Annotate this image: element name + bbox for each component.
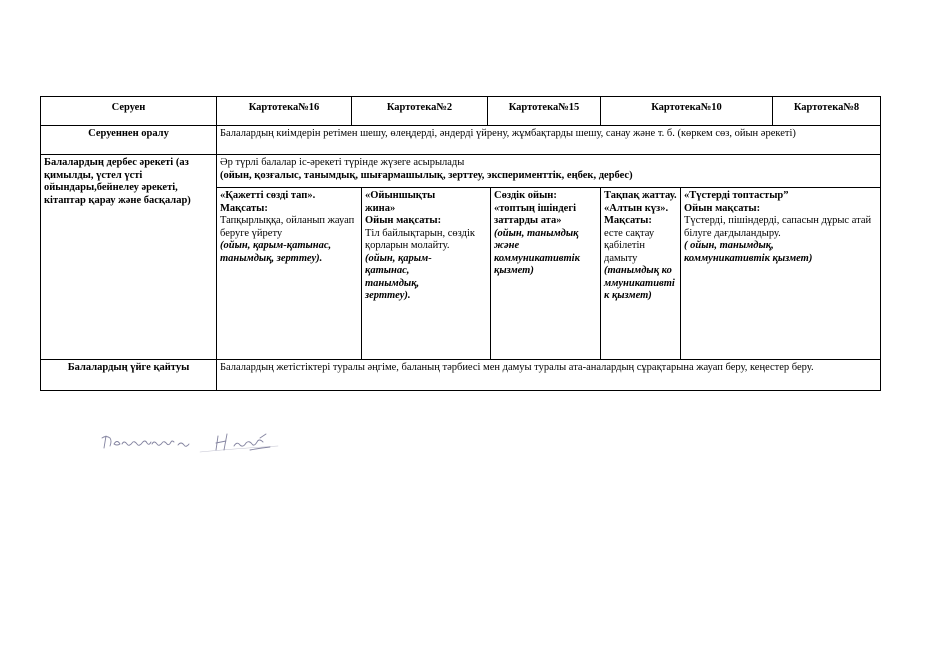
home-label: Балалардың үйге қайтуы: [67, 362, 190, 373]
card-title: «Ойыншықты жина»: [365, 190, 436, 214]
signature-stamp: [100, 428, 280, 456]
home-text: Балалардың жетістіктері туралы әңгіме, баланың тәрбиесі мен дамуы туралы ата-аналардың сұрақтарына жауап беру, кеңестер беру.: [220, 362, 814, 373]
table-rule-header: [40, 125, 881, 126]
table-rule-intro: [216, 187, 881, 188]
header-cell-card-16: Картотека№16: [248, 102, 320, 113]
card-activity-types: (танымдық коммуникативтік қызмет): [604, 265, 675, 301]
return-text: Балалардың киімдерін ретімен шешу, өлеңдерді, әндерді үйрену, жұмбақтарды шешу, санау және т. б. (көркем сөз, ойын әрекеті): [220, 128, 796, 139]
return-label: Серуеннен оралу: [88, 128, 169, 139]
card-cell-2: [362, 189, 490, 359]
card-title: «Қажетті сөзді тап».: [220, 190, 316, 201]
card-goal-label: Мақсаты:: [604, 215, 652, 226]
card-activity-types: (ойын, қарым-қатынас, танымдық, зерттеу).: [365, 252, 432, 301]
card-cell-3: [491, 189, 600, 359]
card-title: Сөздік ойын: «топтың ішіндегі заттарды ата»: [494, 190, 577, 226]
card-cell-1: [217, 189, 361, 359]
card-activity-types: (ойын, танымдық және коммуникативтік қызмет): [494, 227, 580, 276]
card-goal-text: Тапқырлыққа, ойланып жауап беруге үйрету: [220, 215, 355, 239]
independent-intro-text: Әр түрлі балалар іс-әрекеті түрінде жүзеге асырылады: [220, 157, 465, 168]
header-cell-card-8: Картотека№8: [793, 102, 860, 113]
table-border-bottom: [40, 390, 881, 391]
card-activity-types: (ойын, қарым-қатынас, танымдық, зерттеу).: [220, 240, 332, 264]
card-goal-label: Ойын мақсаты:: [365, 215, 442, 226]
card-goal-text: есте сақтау қабілетін дамыту: [604, 227, 655, 264]
card-title: «Түстерді топтастыр”: [684, 190, 789, 201]
card-cell-4: [601, 189, 680, 359]
signature-image: [100, 428, 280, 456]
header-cell-walk: Серуен: [111, 102, 146, 113]
header-cell-card-10: Картотека№10: [651, 102, 722, 113]
table-rule-return: [40, 154, 881, 155]
header-cell-card-15: Картотека№15: [508, 102, 580, 113]
independent-intro-types: (ойын, қозғалыс, танымдық, шығармашылық, зерттеу, эксперименттік, еңбек, дербес): [220, 169, 633, 181]
card-goal-text: Тіл байлықтарын, сөздік қорларын молайту.: [365, 227, 475, 251]
card-goal-label: Ойын мақсаты:: [684, 202, 761, 214]
card-goal-text: Түстерді, пішіндерді, сапасын дұрыс атай білуге дағдыландыру.: [684, 215, 872, 239]
independent-intro: [217, 156, 880, 187]
card-activity-types: ( ойын, танымдық, коммуникативтік қызмет): [684, 240, 813, 264]
table-border-right: [880, 96, 881, 391]
header-cell-card-2: Картотека№2: [386, 102, 453, 113]
table-rule-cards: [40, 359, 881, 360]
independent-label: Балалардың дербес әрекеті (аз қимылды, үстел үсті ойындары,бейнелеу әрекеті, кітаптар қарау және басқалар): [44, 157, 191, 206]
card-goal-label: Мақсаты:: [220, 202, 268, 214]
card-title: Тақпақ жаттау. «Алтын күз».: [604, 190, 677, 214]
card-cell-5: [681, 189, 880, 359]
